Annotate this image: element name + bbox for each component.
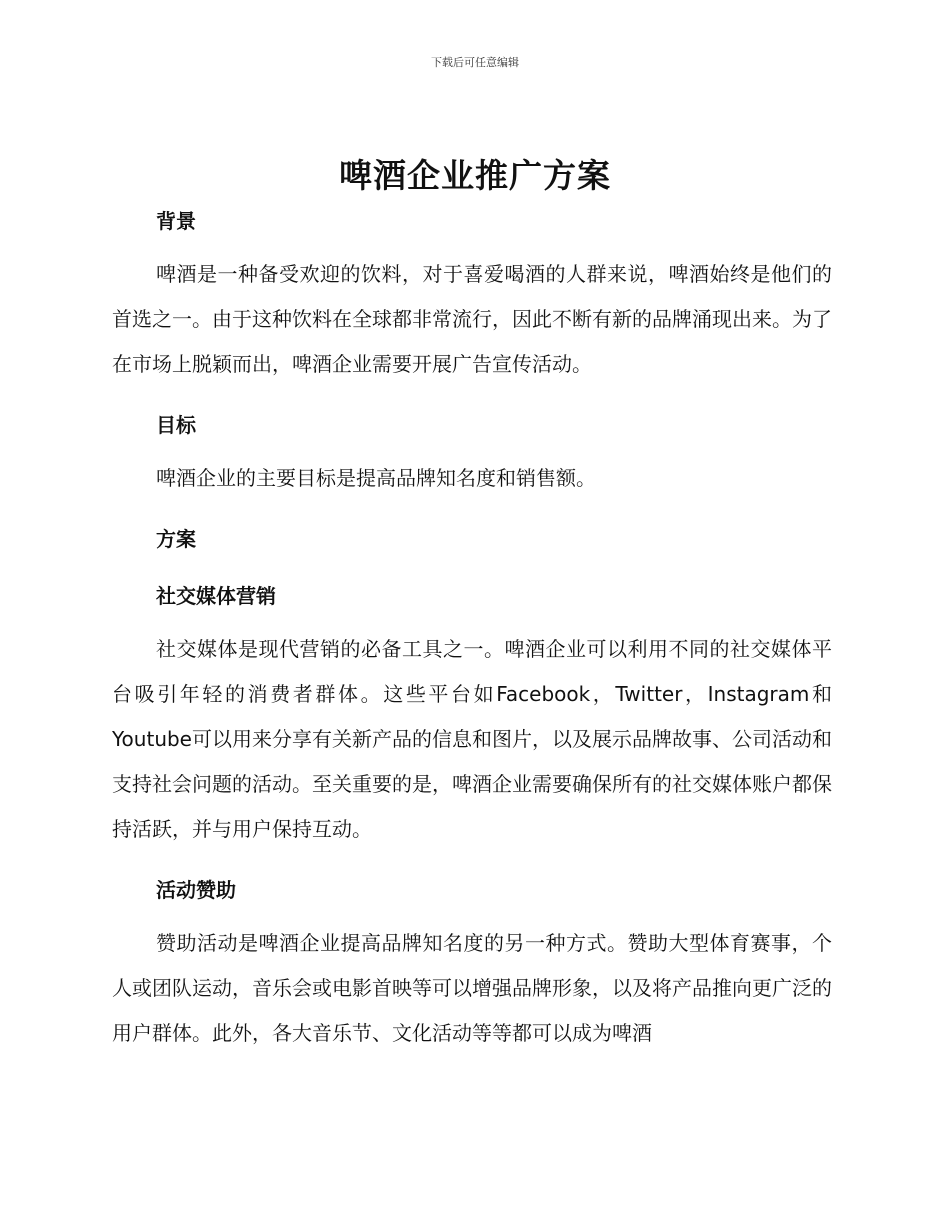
section-text-background: 啤酒是一种备受欢迎的饮料，对于喜爱喝酒的人群来说，啤酒始终是他们的首选之一。由于这种饮料在全球都非常流行，因此不断有新的品牌涌现出来。为了在市场上脱颖而出，啤酒企业需要开展广告宣传活动。 [112,262,832,376]
section-text-goal: 啤酒企业的主要目标是提高品牌知名度和销售额。 [156,466,596,490]
section-heading-social-media: 社交媒体营销 [156,584,276,608]
document-title: 啤酒企业推广方案 [339,156,611,195]
section-heading-goal: 目标 [156,413,196,437]
section-heading-background: 背景 [156,209,196,233]
section-text-sponsorship: 赞助活动是啤酒企业提高品牌知名度的另一种方式。赞助大型体育赛事，个人或团队运动，音乐会或电影首映等可以增强品牌形象，以及将产品推向更广泛的用户群体。此外，各大音乐节、文化活动等等都可以成为啤酒 [112,931,832,1045]
document-body [112,202,832,1056]
page-header-note: 下载后可任意编辑 [431,56,519,69]
section-text-social-media: 社交媒体是现代营销的必备工具之一。啤酒企业可以利用不同的社交媒体平台吸引年轻的消费者群体。这些平台如Facebook，Twitter，Instagram和Youtube可以用来分享有关新产品的信息和图片，以及展示品牌故事、公司活动和支持社会问题的活动。至关重要的是，啤酒企业需要确保所有的社交媒体账户都保持活跃，并与用户保持互动。 [112,637,832,841]
section-heading-plan: 方案 [156,527,196,551]
section-heading-sponsorship: 活动赞助 [156,878,236,902]
